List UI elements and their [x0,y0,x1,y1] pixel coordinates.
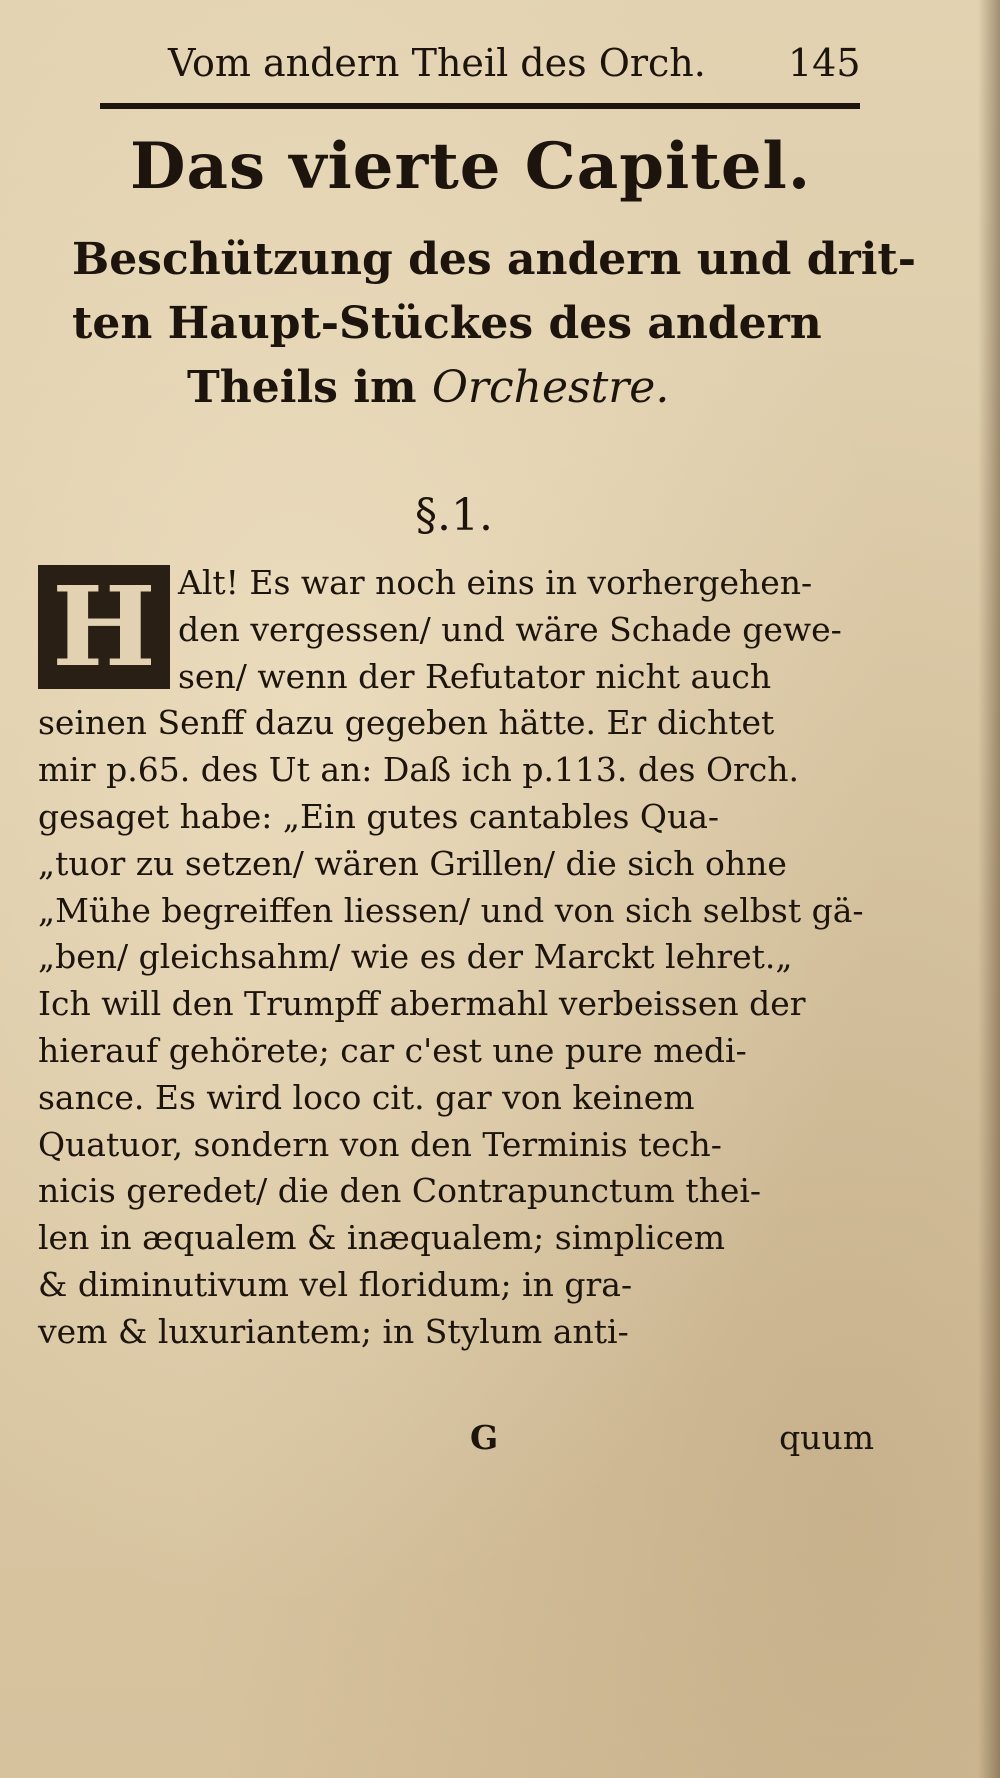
body-line: Ich will den Trumpff abermahl verbeissen der [38,984,806,1024]
subtitle-line-3 [72,356,892,420]
body-line: sen/ wenn der Refutator nicht auch [178,656,772,696]
page-number: 145 [788,41,861,85]
body-line: „tuor zu setzen/ wären Grillen/ die sich ohne [38,843,787,883]
running-head [168,40,868,86]
body-text [38,560,874,1356]
body-line: den vergessen/ und wäre Schade gewe- [178,609,842,649]
subtitle-line-2: ten Haupt-Stückes des andern [72,298,822,349]
chapter-subtitle [72,228,917,420]
body-line: Quatuor, sondern von den Terminis tech- [38,1124,722,1164]
running-head-title: Vom andern Theil des Orch. [168,41,706,85]
section-mark: §.1. [415,490,493,541]
subtitle-line-3-text: Theils im [187,362,417,413]
catchword: quum [779,1418,874,1457]
page-footer [38,1415,874,1465]
chapter-title: Das vierte Capitel. [130,129,812,204]
body-line: gesaget habe: „Ein gutes cantables Qua- [38,796,720,836]
subtitle-line-1: Beschützung des andern und drit- [72,234,917,285]
body-line: „Mühe begreiffen liessen/ und von sich selbst gä- [38,890,864,930]
body-line: & diminutivum vel floridum; in gra- [38,1264,633,1304]
body-line: mir p.65. des Ut an: Daß ich p.113. des Orch. [38,750,800,790]
body-line: „ben/ gleichsahm/ wie es der Marckt lehret.„ [38,937,793,977]
body-line: vem & luxuriantem; in Stylum anti- [38,1311,629,1351]
body-line: seinen Senff dazu gegeben hätte. Er dichtet [38,703,775,743]
header-rule [100,103,860,109]
body-line: sance. Es wird loco cit. gar von keinem [38,1077,695,1117]
body-line: hierauf gehörete; car c'est une pure medi- [38,1030,747,1070]
drop-initial: H [38,565,170,689]
signature-mark: G [470,1418,499,1457]
body-line: Alt! Es war noch eins in vorhergehen- [178,563,813,602]
body-line: nicis geredet/ die den Contrapunctum thei- [38,1171,762,1211]
body-line: len in æqualem & inæqualem; simplicem [38,1218,726,1258]
subtitle-italic-word: Orchestre. [431,362,670,413]
